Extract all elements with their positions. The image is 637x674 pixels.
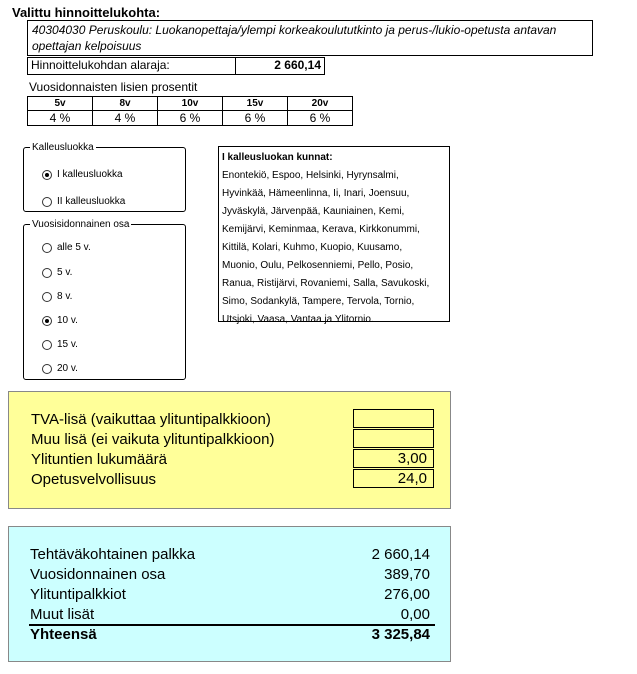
seniority-pct-title: Vuosidonnaisten lisien prosentit: [29, 80, 198, 94]
task-salary-label: Tehtäväkohtainen palkka: [30, 546, 196, 563]
seniority-option[interactable]: [42, 291, 72, 302]
pct-header: 15v: [223, 97, 288, 111]
task-salary-value: 2 660,14: [371, 546, 430, 563]
overtime-count-label: Ylituntien lukumäärä: [31, 451, 167, 468]
pct-value: 4 %: [28, 111, 93, 126]
teaching-obligation-label: Opetusvelvollisuus: [31, 471, 157, 488]
teaching-obligation-input[interactable]: 24,0: [353, 469, 434, 488]
cost-class-legend: Kalleusluokka: [32, 142, 94, 153]
overtime-pay-value: 276,00: [384, 586, 430, 603]
radio-icon[interactable]: [42, 316, 52, 326]
radio-label: 20 v.: [57, 363, 78, 374]
radio-icon[interactable]: [42, 268, 52, 278]
pct-header: 5v: [28, 97, 93, 111]
radio-icon[interactable]: [42, 292, 52, 302]
municipalities-title: I kalleusluokan kunnat:: [222, 152, 333, 163]
other-additions-value: 0,00: [400, 606, 430, 623]
pct-value: 6 %: [288, 111, 353, 126]
overtime-count-input[interactable]: 3,00: [353, 449, 434, 468]
seniority-legend: Vuosisidonnainen osa: [32, 219, 130, 230]
section-title: Valittu hinnoittelukohta:: [12, 5, 161, 20]
tva-label: TVA-lisä (vaikuttaa ylituntipalkkioon): [31, 411, 271, 428]
cost-class-option-1[interactable]: [42, 169, 123, 180]
cost-class-group: [23, 142, 186, 212]
pct-value: 4 %: [93, 111, 158, 126]
seniority-part-label: Vuosidonnainen osa: [30, 566, 166, 583]
municipalities-line: Jyväskylä, Järvenpää, Kauniainen, Kemi,: [222, 206, 405, 217]
seniority-option[interactable]: [42, 363, 78, 374]
other-additions-label: Muut lisät: [30, 606, 95, 623]
result-panel: [8, 526, 451, 662]
municipalities-line: Kittilä, Kolari, Kuhmo, Kuopio, Kuusamo,: [222, 242, 403, 253]
radio-icon[interactable]: [42, 170, 52, 180]
overtime-pay-label: Ylituntipalkkiot: [30, 586, 126, 603]
pct-header: 8v: [93, 97, 158, 111]
municipalities-line: Hyvinkää, Hämeenlinna, Ii, Inari, Joensuu,: [222, 188, 410, 199]
municipalities-line: Ranua, Ristijärvi, Rovaniemi, Salla, Savukoski,: [222, 278, 430, 289]
municipalities-line: Utsjoki, Vaasa, Vantaa ja Ylitornio.: [222, 314, 374, 325]
radio-icon[interactable]: [42, 340, 52, 350]
municipalities-line: Enontekiö, Espoo, Helsinki, Hyrynsalmi,: [222, 170, 399, 181]
radio-label: 15 v.: [57, 339, 78, 350]
radio-label: alle 5 v.: [57, 242, 91, 253]
other-addition-label: Muu lisä (ei vaikuta ylituntipalkkioon): [31, 431, 275, 448]
input-panel: [8, 391, 451, 509]
seniority-pct-table: [27, 96, 353, 126]
seniority-option[interactable]: [42, 242, 91, 253]
radio-label: II kalleusluokka: [57, 196, 126, 207]
seniority-option[interactable]: [42, 315, 78, 326]
pct-value: 6 %: [223, 111, 288, 126]
radio-icon[interactable]: [42, 243, 52, 253]
seniority-option[interactable]: [42, 267, 72, 278]
seniority-group: [23, 219, 186, 380]
range-value: 2 660,14: [274, 58, 321, 72]
radio-icon[interactable]: [42, 364, 52, 374]
municipalities-line: Muonio, Oulu, Pelkosenniemi, Pello, Posio,: [222, 260, 414, 271]
pct-header: 10v: [158, 97, 223, 111]
cost-class-option-2[interactable]: [42, 196, 125, 207]
pricing-item-description: 40304030 Peruskoulu: Luokanopettaja/ylempi korkeakoulututkinto ja perus-/lukio-opetusta antavan opettajan kelpoisuus: [27, 20, 593, 56]
total-value: 3 325,84: [371, 626, 430, 643]
pct-header: 20v: [288, 97, 353, 111]
total-label: Yhteensä: [30, 626, 97, 643]
municipalities-box: [218, 146, 450, 325]
other-addition-input[interactable]: [353, 429, 434, 448]
seniority-part-value: 389,70: [384, 566, 430, 583]
radio-label: 5 v.: [57, 267, 73, 278]
municipalities-line: Simo, Sodankylä, Tampere, Tervola, Tornio,: [222, 296, 415, 307]
range-row: [27, 57, 325, 75]
tva-input[interactable]: [353, 409, 434, 428]
seniority-option[interactable]: [42, 339, 78, 350]
range-label: Hinnoittelukohdan alaraja:: [28, 58, 236, 74]
radio-label: 10 v.: [57, 315, 78, 326]
radio-label: I kalleusluokka: [57, 169, 123, 180]
radio-icon[interactable]: [42, 197, 52, 207]
municipalities-line: Kemijärvi, Keminmaa, Kerava, Kirkkonummi,: [222, 224, 420, 235]
pct-value: 6 %: [158, 111, 223, 126]
radio-label: 8 v.: [57, 291, 73, 302]
